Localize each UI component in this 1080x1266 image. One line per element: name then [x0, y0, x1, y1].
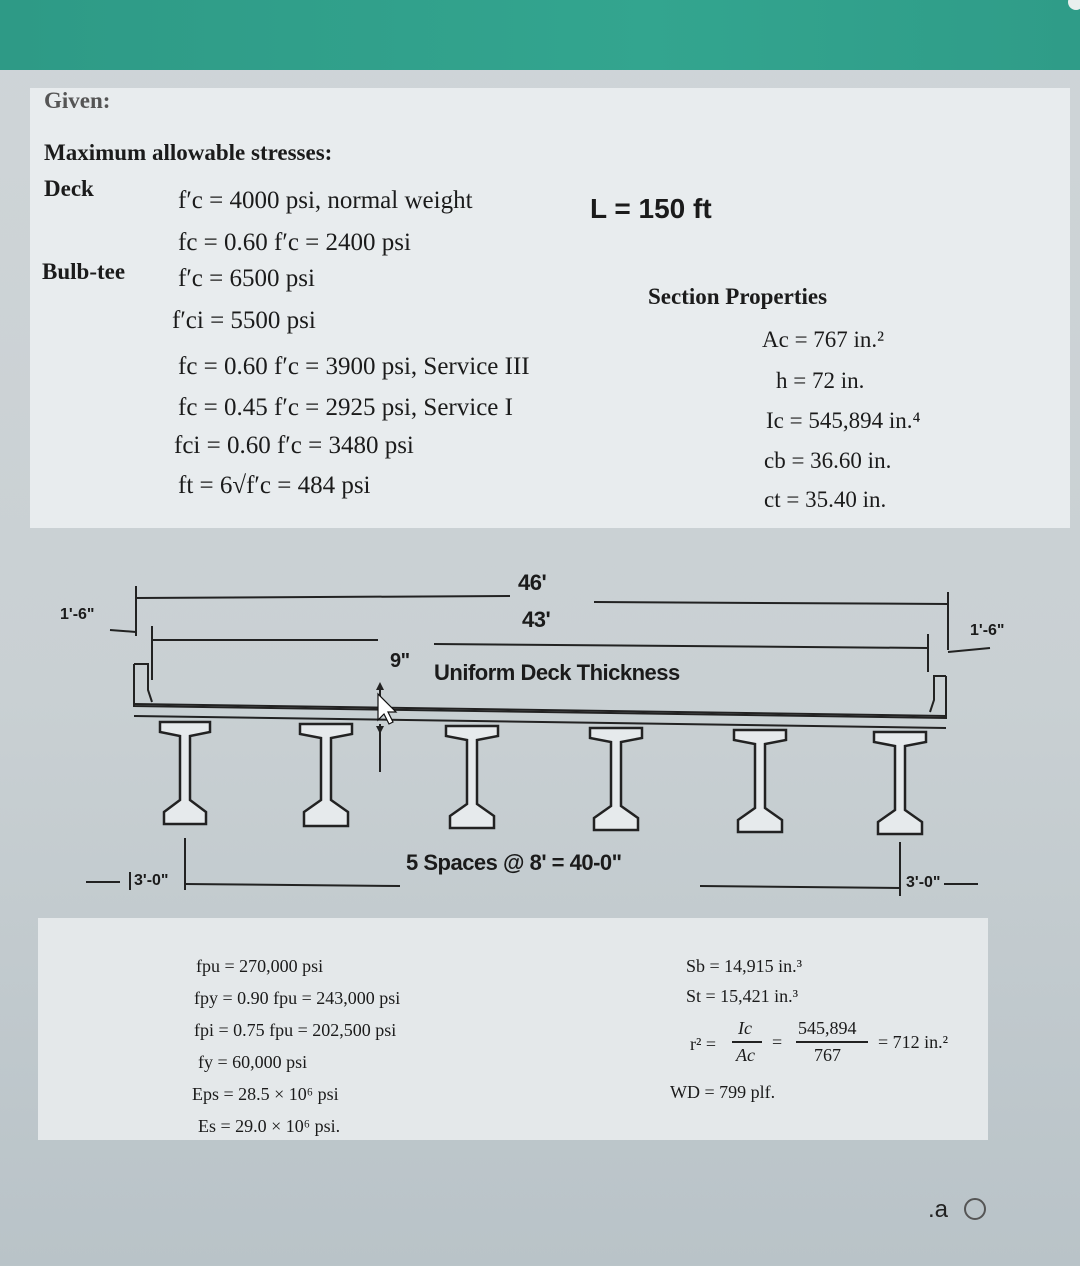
composite-st: St = 15,421 in.³ [686, 986, 799, 1006]
radius-gyration-lhs: r² = [690, 1034, 717, 1054]
radius-frac2-den: 767 [814, 1045, 841, 1065]
deck-label: Deck [44, 176, 94, 201]
bulb-tee-line-3: fc = 0.60 f′c = 3900 psi, Service III [178, 353, 530, 380]
deck-thickness-value: 9" [390, 650, 410, 672]
deck-line-2: fc = 0.60 f′c = 2400 psi [178, 229, 411, 256]
overall-width-dim-right [594, 602, 948, 604]
strand-line-2: fpy = 0.90 fpu = 243,000 psi [194, 988, 401, 1008]
radius-frac2-bar [796, 1041, 868, 1043]
spacing-dim-left [185, 884, 400, 886]
section-prop-1: Ac = 767 in.² [762, 327, 885, 352]
thickness-arrowhead-bottom [376, 726, 384, 734]
deck-bottom-surface [134, 716, 946, 728]
girder-3 [446, 726, 498, 828]
radius-frac1-den: Ac [736, 1045, 755, 1065]
spacing-dim-right [700, 886, 900, 888]
girder-1 [160, 722, 210, 824]
section-prop-4: cb = 36.60 in. [764, 448, 892, 473]
edge-distance-right: 3'-0" [906, 874, 941, 891]
answer-option-radio[interactable] [964, 1198, 986, 1220]
bulb-tee-label: Bulb-tee [42, 259, 126, 284]
strand-line-3: fpi = 0.75 fpu = 202,500 psi [194, 1020, 397, 1040]
barrier-left [134, 664, 152, 702]
girder-4 [590, 728, 642, 830]
section-prop-2: h = 72 in. [776, 368, 865, 393]
girder-spacing-label: 5 Spaces @ 8' = 40-0" [406, 850, 622, 875]
overhang-right-dim [948, 648, 990, 652]
strand-line-5: Eps = 28.5 × 10⁶ psi [192, 1084, 339, 1104]
deck-line-1: f′c = 4000 psi, normal weight [178, 187, 473, 214]
overall-width-label: 46' [518, 570, 547, 595]
bulb-tee-line-2: f′ci = 5500 psi [172, 307, 316, 334]
radius-frac2-num: 545,894 [798, 1018, 857, 1038]
girder-5 [734, 730, 786, 832]
girder-group [160, 722, 926, 834]
overhang-left-dim [110, 630, 136, 632]
deck-top-surface [134, 704, 946, 716]
clear-width-label: 43' [522, 607, 551, 632]
answer-option-label: .a [928, 1196, 949, 1223]
span-length: L = 150 ft [590, 193, 712, 224]
bulb-tee-line-1: f′c = 6500 psi [178, 265, 315, 292]
thickness-arrowhead-top [376, 682, 384, 690]
section-prop-5: ct = 35.40 in. [764, 487, 887, 512]
edge-distance-left: 3'-0" [134, 872, 169, 889]
girder-2 [300, 724, 352, 826]
section-prop-3: Ic = 545,894 in.⁴ [766, 408, 921, 433]
bulb-tee-line-5: fci = 0.60 f′c = 3480 psi [174, 432, 414, 459]
radius-frac1-bar [732, 1041, 762, 1043]
overhang-left-label: 1'-6" [60, 606, 95, 623]
strand-line-4: fy = 60,000 psi [198, 1052, 308, 1072]
radius-result: = 712 in.² [878, 1032, 949, 1052]
clear-width-dim-right [434, 644, 928, 648]
bulb-tee-line-4: fc = 0.45 f′c = 2925 psi, Service I [178, 394, 513, 421]
strand-line-1: fpu = 270,000 psi [196, 956, 324, 976]
bulb-tee-line-6: ft = 6√f′c = 484 psi [178, 472, 371, 499]
overhang-right-label: 1'-6" [970, 622, 1005, 639]
deck-thickness-label: Uniform Deck Thickness [434, 660, 680, 685]
overall-width-dim-left [136, 596, 510, 598]
radius-equals: = [772, 1032, 783, 1052]
radius-frac1-num: Ic [738, 1018, 752, 1038]
barrier-right [930, 676, 946, 712]
strand-line-6: Es = 29.0 × 10⁶ psi. [198, 1116, 341, 1136]
dead-load: WD = 799 plf. [670, 1082, 776, 1102]
max-stresses-heading: Maximum allowable stresses: [44, 140, 333, 165]
section-properties-title: Section Properties [648, 284, 828, 309]
girder-6 [874, 732, 926, 834]
composite-sb: Sb = 14,915 in.³ [686, 956, 803, 976]
given-label: Given: [44, 88, 111, 113]
